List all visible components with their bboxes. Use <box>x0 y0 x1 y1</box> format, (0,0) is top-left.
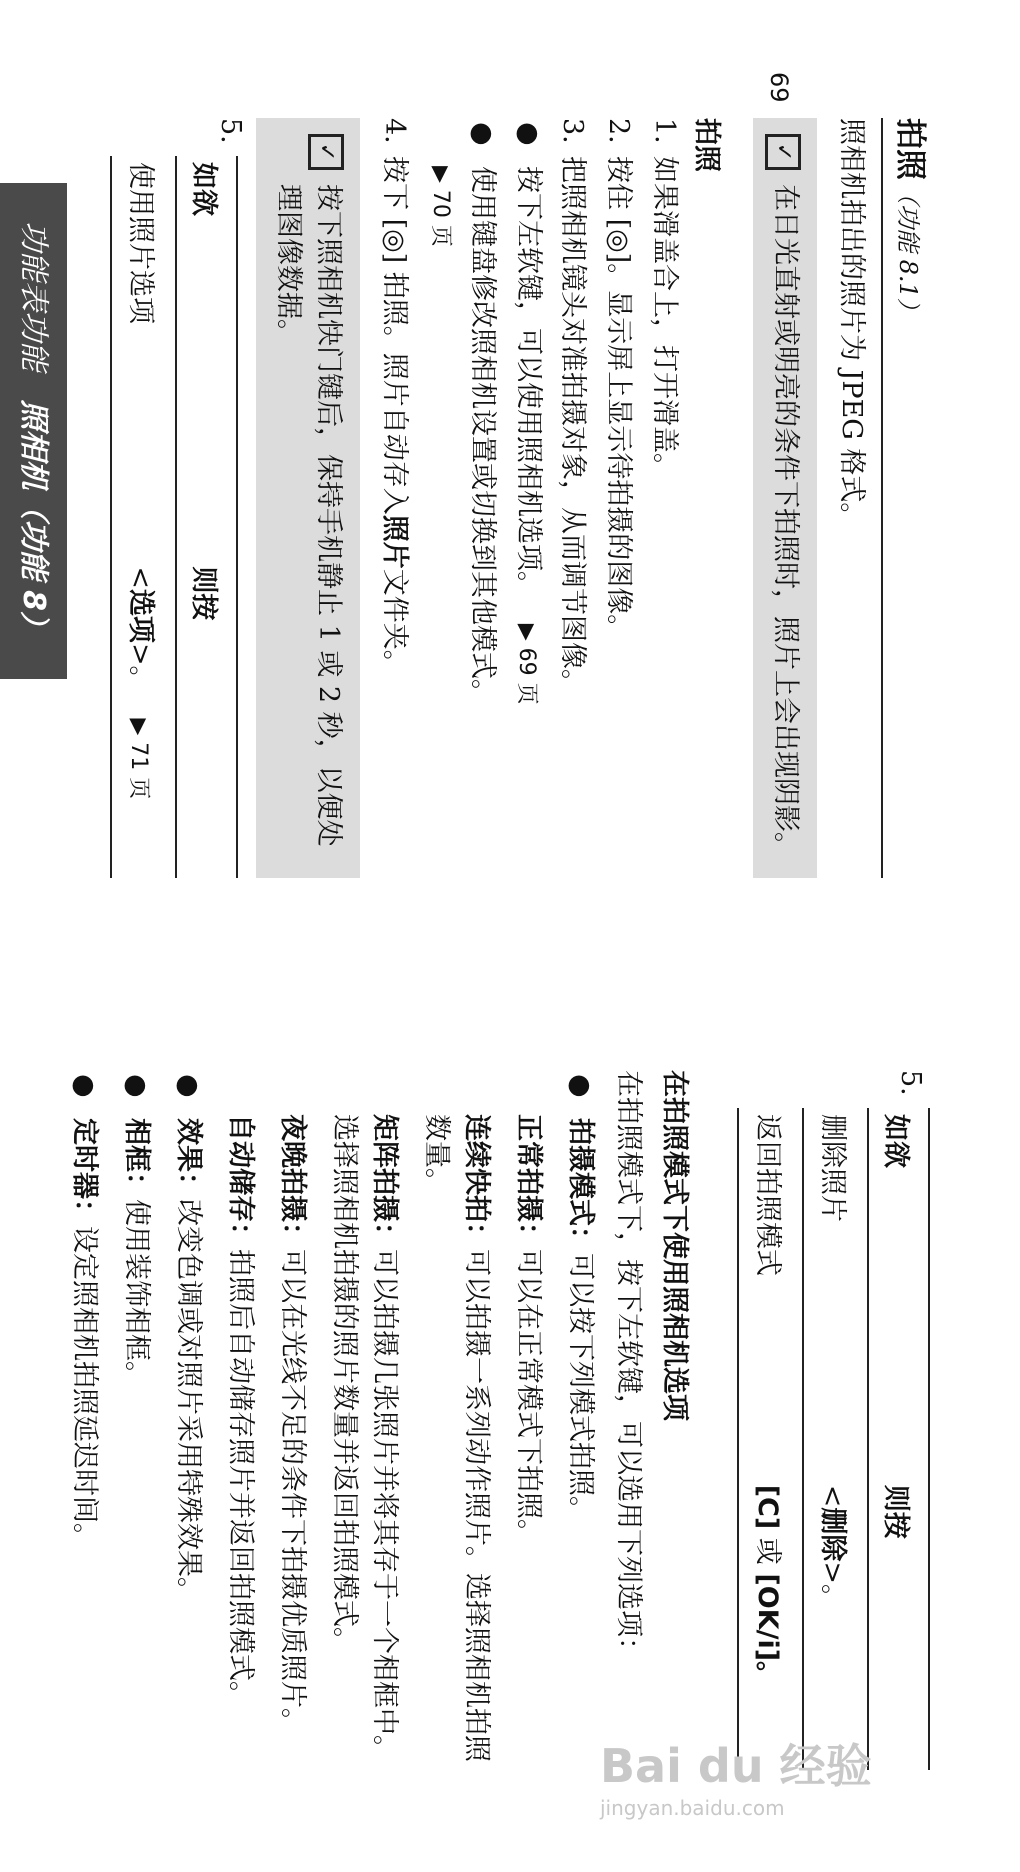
list-item: ● 相框：使用装饰相框。 <box>121 1074 152 1388</box>
sub-heading: 拍照 <box>691 118 722 172</box>
note-box <box>256 118 360 878</box>
list-item: 连续快拍：可以拍摄一系列动作照片。选择照相机拍照数量。 <box>421 1114 492 1762</box>
table-header: 则按 <box>176 560 237 878</box>
options-section-title: 在拍照模式下使用照相机选项 <box>659 1070 690 1421</box>
header-bold-text: 照相机（功能 8） <box>16 399 51 641</box>
section-title: 拍照（功能 8.1） <box>881 118 936 878</box>
list-item: 矩阵拍摄：可以拍摄几张照片并将其存于一个相框中。选择照相机拍摄的照片数量并返回拍照模式。 <box>329 1114 400 1762</box>
page-ref: ▶ 71 页 <box>126 718 151 800</box>
step-2: 2. 按住 [◎]。显示屏上显示待拍摄的图像。 <box>603 118 634 642</box>
left-column <box>110 118 936 878</box>
step-5-number: 5. <box>215 118 246 144</box>
step-1: 1. 如果滑盖合上，打开滑盖。 <box>649 118 680 480</box>
bullet-item: ● 按下左软键，可以使用照相机选项。 ▶ 69 页 <box>513 122 544 705</box>
action-table-wrap <box>110 118 256 878</box>
step-5-number: 5. <box>895 1070 926 1096</box>
action-table-wrap <box>737 1070 936 1770</box>
table-row: 删除照片 <删除>。 <box>803 1108 868 1770</box>
action-table <box>737 1108 930 1770</box>
list-item: 正常拍摄：可以在正常模式下拍照。 <box>513 1114 544 1546</box>
table-header: 如欲 <box>176 156 237 560</box>
header-text: 功能表功能 <box>16 221 51 372</box>
watermark <box>600 1730 1020 1870</box>
table-header: 则按 <box>868 1479 929 1770</box>
note-text: 在日光直射或明亮的条件下拍照时，照片上会出现阴影。 <box>770 184 801 859</box>
list-item: ● 效果：改变色调或对照片采用特殊效果。 <box>173 1074 204 1604</box>
note-text: 按下照相机快门键后，保持手机静止 1 或 2 秒，以便处理图像数据。 <box>273 184 344 847</box>
check-icon: ✓ <box>308 134 344 170</box>
right-column <box>64 1070 936 1770</box>
options-intro: 在拍照模式下，按下左软键，可以选用下列选项： <box>613 1070 644 1664</box>
step-3: 3. 把照相机镜头对准拍摄对象，从而调节图像。 <box>557 118 588 696</box>
page-number: 69 <box>765 72 793 103</box>
note-box <box>753 118 817 878</box>
check-icon: ✓ <box>765 134 801 170</box>
page-ref: ▶ 70 页 <box>428 166 453 247</box>
page-ref: ▶ 69 页 <box>514 623 539 705</box>
section-title-sub: （功能 8.1） <box>894 180 922 322</box>
intro-text: 照相机拍出的照片为 JPEG 格式。 <box>836 118 867 530</box>
bullet-item: ● 使用键盘修改照相机设置或切换到其他模式。 ▶ 70 页 <box>428 122 498 706</box>
list-item: 夜晚拍摄：可以在光线不足的条件下拍摄优质照片。 <box>277 1114 308 1735</box>
list-item: ● 定时器：设定照相机拍照延迟时间。 <box>69 1074 100 1550</box>
step-4: 4. 按下 [◎] 拍照。照片自动存入照片文件夹。 <box>379 118 410 677</box>
table-header: 如欲 <box>868 1108 929 1479</box>
action-table <box>110 156 238 878</box>
options-list <box>64 1070 600 1770</box>
table-row: 使用照片选项 <选项>。 ▶ 71 页 <box>111 156 176 878</box>
watermark-logo: Bai du 经验 <box>600 1739 872 1793</box>
list-item: ● 拍摄模式：可以按下列模式拍照。 <box>565 1074 596 1523</box>
table-row: 返回拍照模式 [C] 或 [OK/i]。 <box>738 1108 803 1770</box>
watermark-url: jingyan.baidu.com <box>600 1796 785 1820</box>
list-item: 自动储存：拍照后自动储存照片并返回拍照模式。 <box>225 1114 256 1708</box>
